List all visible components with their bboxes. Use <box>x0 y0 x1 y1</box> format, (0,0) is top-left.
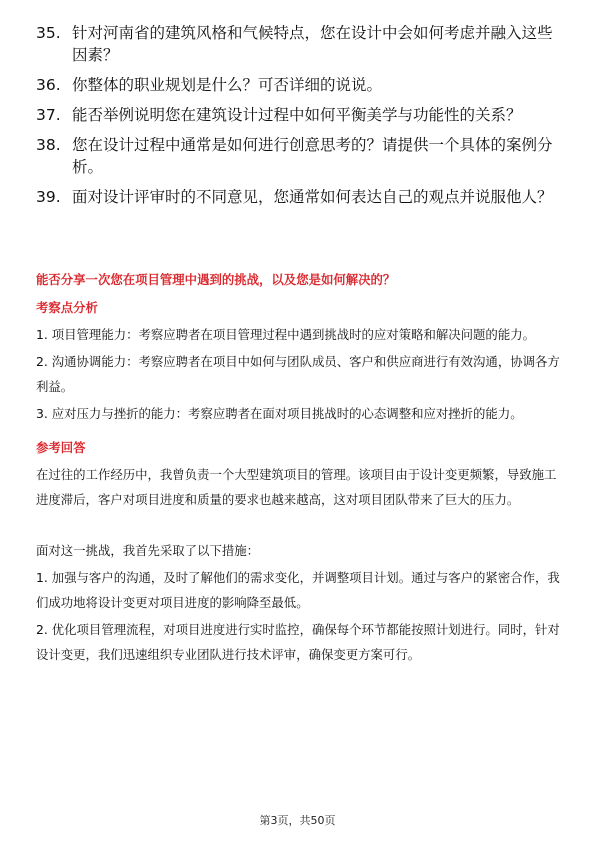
answer-intro: 在过往的工作经历中，我曾负责一个大型建筑项目的管理。该项目由于设计变更频繁，导致施工进度滞后，客户对项目进度和质量的要求也越来越高，这对项目团队带来了巨大的压力。 <box>36 467 557 507</box>
question-number: 35. <box>36 24 61 42</box>
answer-heading: 参考回答 <box>36 440 86 455</box>
question-text: 能否举例说明您在建筑设计过程中如何平衡美学与功能性的关系？ <box>72 106 522 124</box>
analysis-heading: 考察点分析 <box>36 300 98 315</box>
question-list <box>36 22 564 216</box>
measure-item: 1. 加强与客户的沟通，及时了解他们的需求变化，并调整项目计划。通过与客户的紧密合作，我们成功地将设计变更对项目进度的影响降至最低。 <box>36 570 560 610</box>
question-text: 您在设计过程中通常是如何进行创意思考的？请提供一个具体的案例分析。 <box>72 136 553 176</box>
question-item <box>36 74 564 96</box>
analysis-point: 3. 应对压力与挫折的能力：考察应聘者在面对项目挑战时的心态调整和应对挫折的能力。 <box>36 406 523 421</box>
measure-item: 2. 优化项目管理流程，对项目进度进行实时监控，确保每个环节都能按照计划进行。同时，针对设计变更，我们迅速组织专业团队进行技术评审，确保变更方案可行。 <box>36 622 560 662</box>
question-text: 面对设计评审时的不同意见，您通常如何表达自己的观点并说服他人？ <box>72 188 553 206</box>
page-footer: 第3页，共50页 <box>259 814 336 827</box>
question-number: 36. <box>36 76 61 94</box>
question-text: 针对河南省的建筑风格和气候特点，您在设计中会如何考虑并融入这些因素？ <box>72 24 553 64</box>
question-item <box>36 22 564 66</box>
question-item <box>36 104 564 126</box>
analysis-point: 2. 沟通协调能力：考察应聘者在项目中如何与团队成员、客户和供应商进行有效沟通，协调各方利益。 <box>36 354 560 394</box>
question-number: 38. <box>36 136 61 154</box>
analysis-point: 1. 项目管理能力：考察应聘者在项目管理过程中遇到挑战时的应对策略和解决问题的能力。 <box>36 327 535 342</box>
question-number: 37. <box>36 106 61 124</box>
question-text: 你整体的职业规划是什么？可否详细的说说。 <box>72 76 383 94</box>
question-item <box>36 186 564 208</box>
question-item <box>36 134 564 178</box>
question-number: 39. <box>36 188 61 206</box>
qa-section <box>36 270 560 669</box>
section-title: 能否分享一次您在项目管理中遇到的挑战，以及您是如何解决的？ <box>36 272 396 287</box>
answer-lead: 面对这一挑战，我首先采取了以下措施： <box>36 543 260 558</box>
